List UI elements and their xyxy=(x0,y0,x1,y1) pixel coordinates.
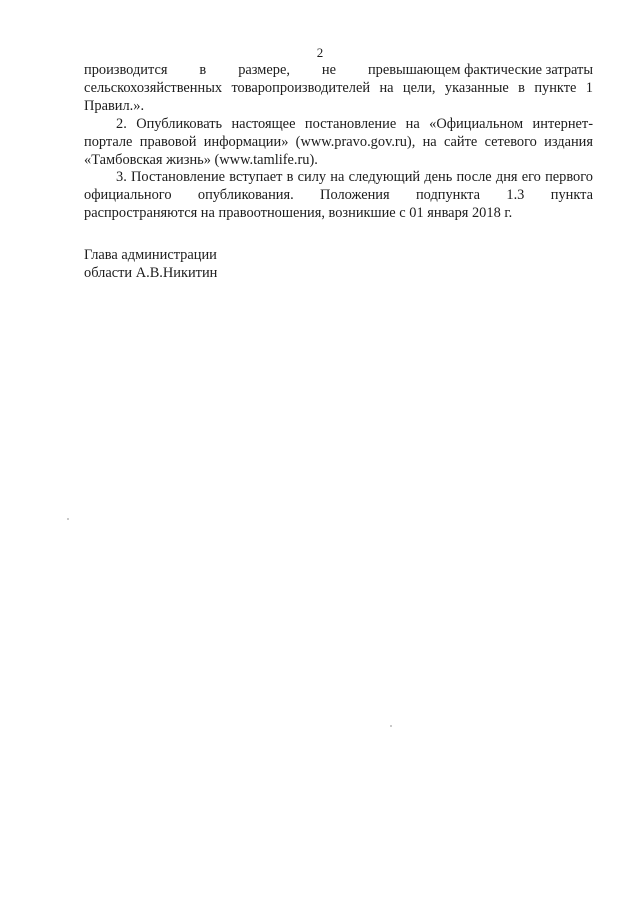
word: в xyxy=(199,62,207,78)
signature-title: Глава администрации xyxy=(84,247,217,263)
word: производится xyxy=(84,62,168,78)
scan-speck xyxy=(67,518,69,520)
word: превышающем фактические затраты xyxy=(367,62,593,78)
document-body xyxy=(84,62,593,223)
signature-name: области А.В.Никитин xyxy=(84,265,218,281)
page-number: 2 xyxy=(316,45,324,60)
scan-speck xyxy=(390,725,392,727)
word: размере, xyxy=(238,62,290,78)
paragraph-2: 2. Опубликовать настоящее постановление на «Официальном интернет-портале правовой информации» (www.pravo.gov.ru), на сайте сетевого издания «Тамбовская жизнь» (www.tamlife.ru). xyxy=(84,115,593,168)
paragraph-3: 3. Постановление вступает в силу на следующий день после дня его первого официального опубликования. Положения подпункта 1.3 пункта распространяются на правоотношения, возникшие с 01 января 2018 г. xyxy=(84,169,593,222)
paragraph-1-first-line xyxy=(84,62,593,80)
word: не xyxy=(321,62,336,78)
signature-block xyxy=(84,246,217,282)
paragraph-1-continuation: сельскохозяйственных товаропроизводителей на цели, указанные в пункте 1 Правил.». xyxy=(84,79,593,114)
